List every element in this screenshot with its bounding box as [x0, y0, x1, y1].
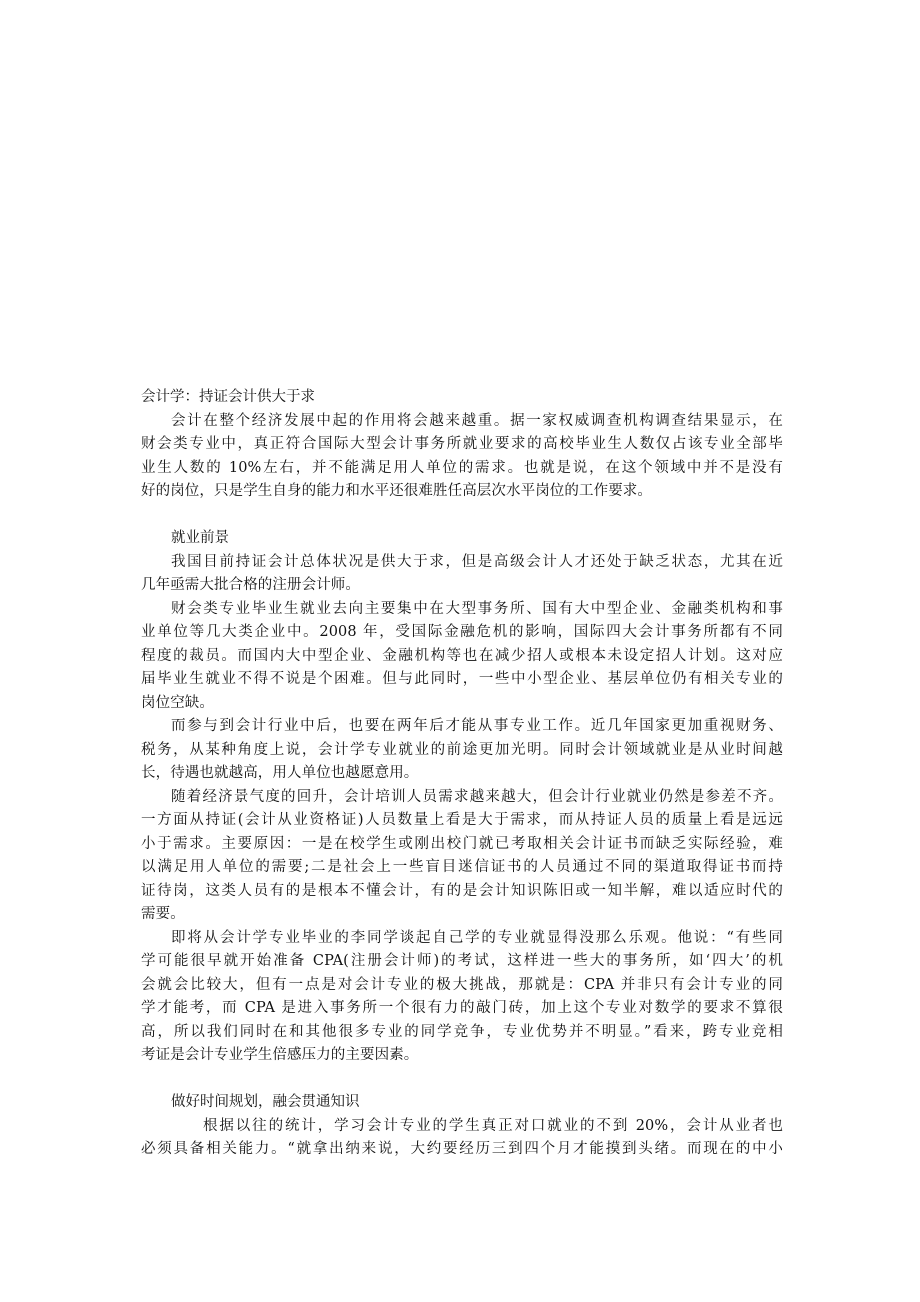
paragraph-2: [141, 551, 783, 598]
paragraph-4: [141, 715, 783, 786]
paragraph-line: 业生人数的 10%左右，并不能满足用人单位的需求。也就是说，在这个领域中并不是没有: [141, 459, 783, 476]
paragraph-line: 会计在整个经济发展中起的作用将会越来越重。据一家权威调查机构调查结果显示，在: [171, 412, 783, 429]
blank-line: [141, 504, 783, 528]
section-heading-time-planning: 做好时间规划，融会贯通知识: [171, 1094, 360, 1110]
paragraph-line: 以满足用人单位的需要;二是社会上一些盲目迷信证书的人员通过不同的渠道取得证书而持: [141, 859, 783, 875]
paragraph-line: 岗位空缺。: [141, 694, 214, 711]
paragraph-line: 几年亟需大批合格的注册会计师。: [141, 577, 360, 593]
paragraph-line: 我国目前持证会计总体状况是供大于求，但是高级会计人才还处于缺乏状态，尤其在近: [171, 553, 783, 570]
paragraph-1: [141, 410, 783, 504]
paragraph-line: 业单位等几大类企业中。2008 年，受国际金融危机的影响，国际四大会计事务所都有不同: [141, 624, 783, 640]
blank-line: [141, 1068, 783, 1092]
paragraph-line: 高，所以我们同时在和其他很多专业的同学竞争，专业优势并不明显。”看来，跨专业竞相: [141, 1023, 783, 1040]
paragraph-line: 一方面从持证(会计从业资格证)人员数量上看是大于需求，而从持证人员的质量上看是远远: [141, 812, 783, 828]
paragraph-line: 而参与到会计行业中后，也要在两年后才能从事专业工作。近几年国家更加重视财务、: [171, 718, 783, 734]
paragraph-line: 学才能考，而 CPA 是进入事务所一个很有力的敲门砖，加上这个专业对数学的要求不算很: [141, 1000, 783, 1016]
paragraph-line: 财会类专业中，真正符合国际大型会计事务所就业要求的高校毕业生人数仅占该专业全部毕: [141, 436, 783, 452]
paragraph-line: 考证是会计专业学生倍感压力的主要因素。: [141, 1047, 419, 1063]
paragraph-line: 好的岗位，只是学生自身的能力和水平还很难胜任高层次水平岗位的工作要求。: [141, 483, 652, 499]
paragraph-line: 需要。: [141, 906, 185, 922]
document-body: [141, 386, 783, 1162]
paragraph-line: 会就会比较大，但有一点是对会计专业的极大挑战，那就是：CPA 并非只有会计专业的同: [141, 976, 783, 993]
paragraph-line: 即将从会计学专业毕业的李同学谈起自己学的专业就显得没那么乐观。他说：“有些同: [171, 929, 783, 946]
paragraph-line: 根据以往的统计，学习会计专业的学生真正对口就业的不到 20%，会计从业者也: [203, 1117, 783, 1134]
paragraph-line: 财会类专业毕业生就业去向主要集中在大型事务所、国有大中型企业、金融类机构和事: [171, 600, 783, 617]
paragraph-3: [141, 598, 783, 716]
paragraph-line: 程度的裁员。而国内大中型企业、金融机构等也在减少招人或根本未设定招人计划。这对应: [141, 647, 783, 664]
paragraph-line: 税务，从某种角度上说，会计学专业就业的前途更加光明。同时会计领域就业是从业时间越: [141, 741, 783, 758]
paragraph-7: [141, 1115, 783, 1162]
paragraph-line: 学可能很早就开始准备 CPA(注册会计师)的考试，这样进一些大的事务所，如‘四大’的机: [141, 953, 783, 969]
paragraph-line: 小于需求。主要原因：一是在校学生或刚出校门就已考取相关会计证书而缺乏实际经验，难: [141, 835, 783, 852]
paragraph-line: 证待岗，这类人员有的是根本不懂会计，有的是会计知识陈旧或一知半解，难以适应时代的: [141, 882, 783, 899]
paragraph-line: 届毕业生就业不得不说是个困难。但与此同时，一些中小型企业、基层单位仍有相关专业的: [141, 671, 783, 687]
paragraph-line: 随着经济景气度的回升，会计培训人员需求越来越大，但会计行业就业仍然是参差不齐。: [171, 788, 783, 805]
document-title: 会计学：持证会计供大于求: [141, 389, 315, 405]
section-heading-employment-outlook: 就业前景: [171, 530, 229, 546]
paragraph-5: [141, 786, 783, 927]
paragraph-line: 必须具备相关能力。“就拿出纳来说，大约要经历三到四个月才能摸到头绪。而现在的中小: [141, 1141, 783, 1157]
paragraph-6: [141, 927, 783, 1068]
paragraph-line: 长，待遇也就越高，用人单位也越愿意用。: [141, 765, 419, 781]
